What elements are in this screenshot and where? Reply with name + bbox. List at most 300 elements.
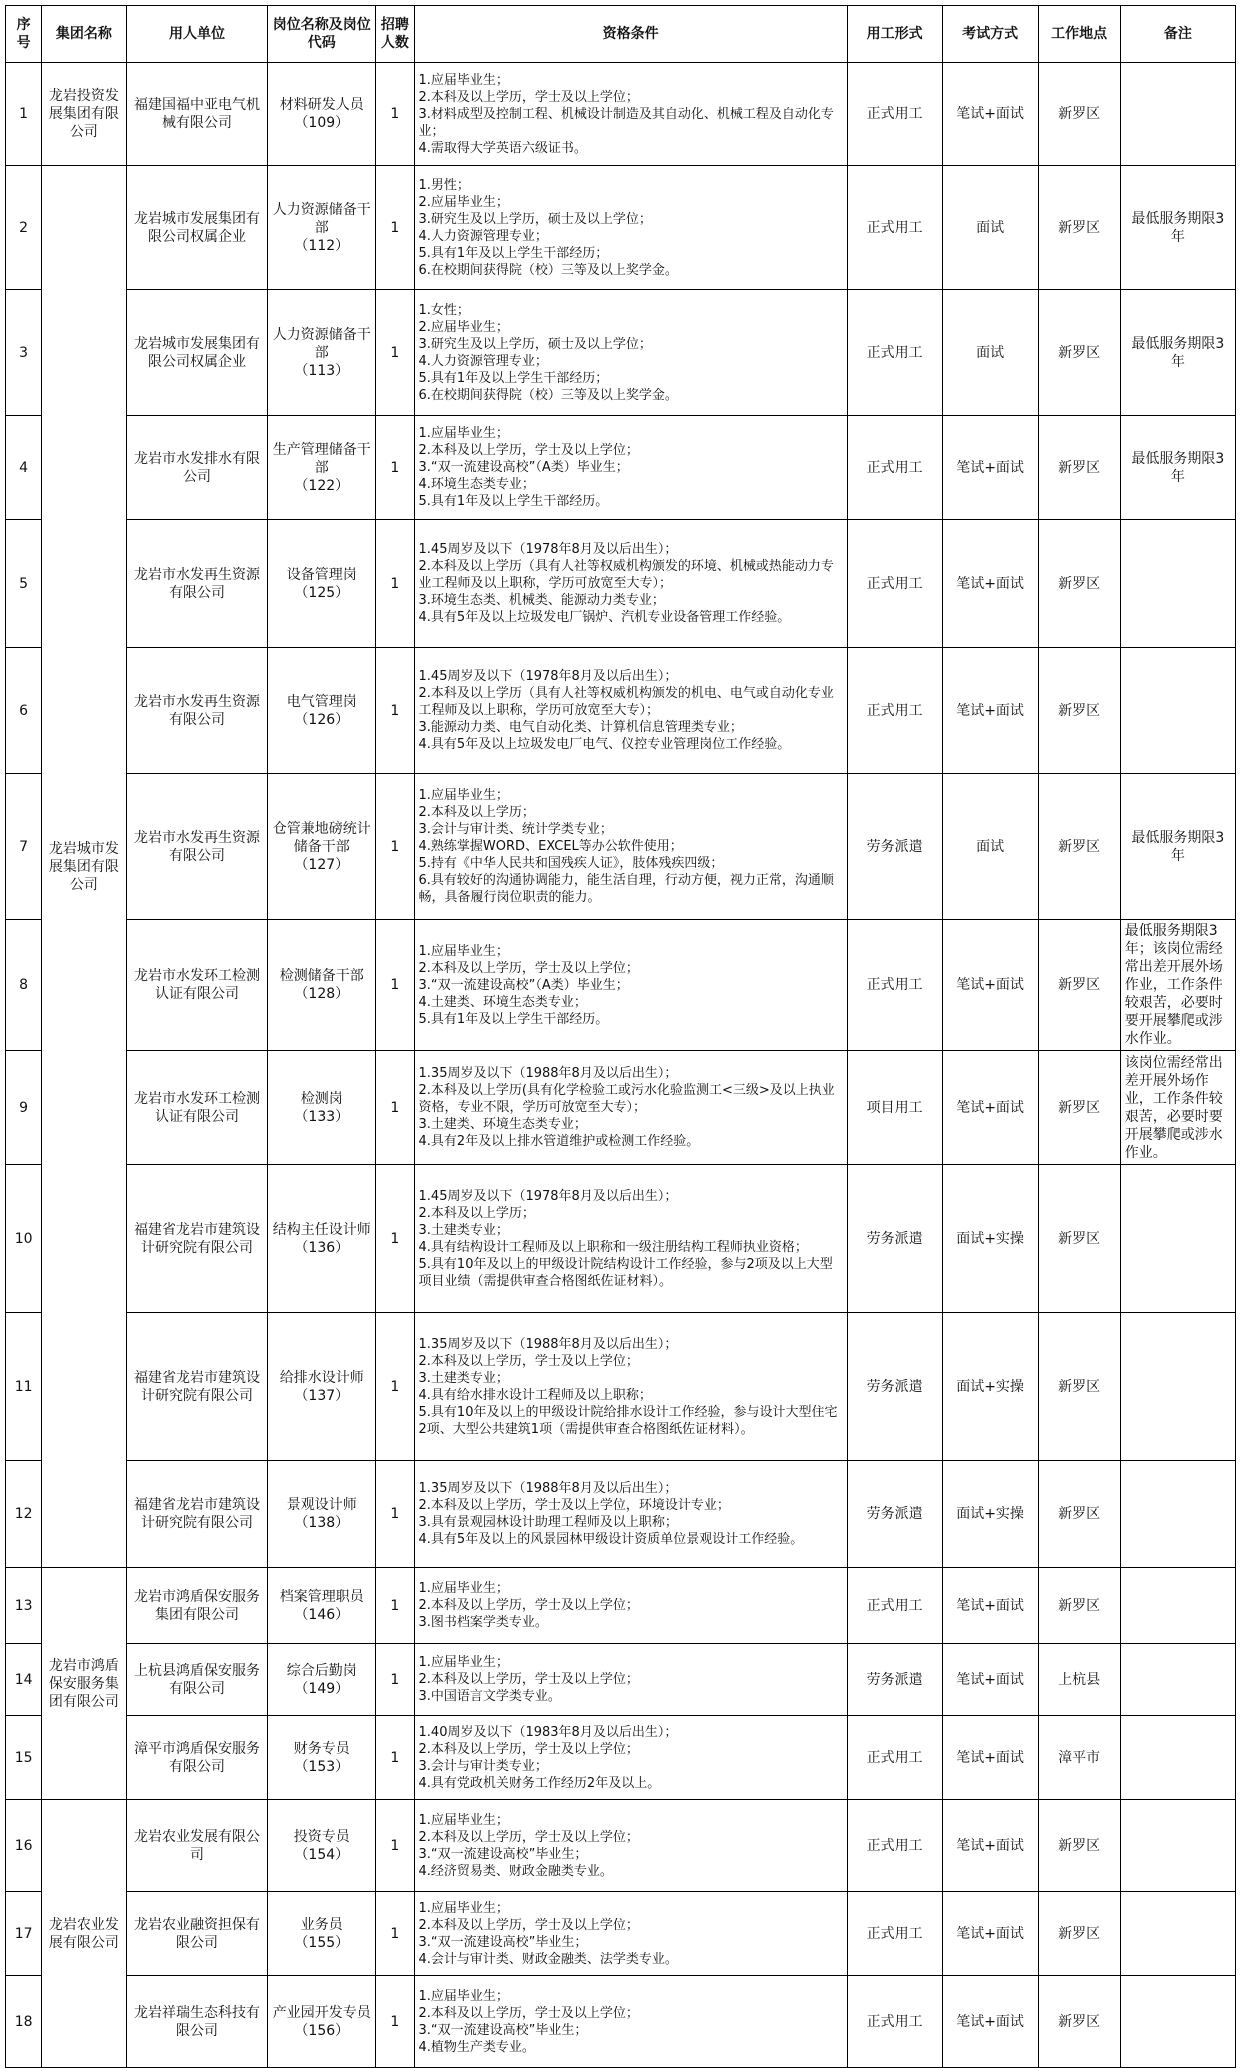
table-row — [6, 774, 1236, 920]
qualification-item: 2.本科及以上学历，学士及以上学位； — [418, 1829, 639, 1845]
qualification-item: 3.会计与审计类、统计学类专业； — [418, 822, 613, 837]
qualification-item: 1.应届毕业生； — [418, 1655, 509, 1670]
qualification-item: 2.本科及以上学历，学士及以上学位； — [418, 1672, 639, 1687]
qualification-item: 1.45周岁及以下（1978年8月及以后出生）； — [418, 669, 678, 684]
post-name — [268, 1051, 376, 1165]
remark — [1120, 1716, 1235, 1800]
qualification-item: 3.“双一流建设高校”毕业生； — [418, 1934, 588, 1950]
qualification-item: 3.研究生及以上学历，硕士及以上学位； — [418, 336, 652, 352]
employer-unit: 福建省龙岩市建筑设计研究院有限公司 — [126, 1165, 268, 1313]
hire-count: 1 — [376, 1976, 414, 2068]
post-code: （138） — [294, 1515, 350, 1531]
hire-count: 1 — [376, 1313, 414, 1461]
employer-unit: 龙岩市水发再生资源有限公司 — [126, 648, 268, 774]
qualification-item: 3.图书档案学类专业。 — [418, 1615, 548, 1630]
row-number: 10 — [6, 1165, 42, 1313]
employment-form: 正式用工 — [847, 1976, 942, 2068]
employer-unit: 龙岩农业发展有限公司 — [126, 1800, 268, 1892]
work-location: 新罗区 — [1038, 1461, 1120, 1568]
qualification-item: 2.本科及以上学历，学士及以上学位； — [418, 1917, 639, 1933]
post-name — [268, 648, 376, 774]
exam-method: 笔试+面试 — [942, 1716, 1038, 1800]
post-title: 检测岗 — [300, 1090, 343, 1107]
header-quals: 资格条件 — [414, 6, 847, 63]
employment-form: 正式用工 — [847, 648, 942, 774]
qualification-item: 6.具有较好的沟通协调能力，能生活自理，行动方便，视力正常，沟通顺畅，具备履行岗位职责的能力。 — [418, 873, 834, 905]
employment-form: 正式用工 — [847, 1892, 942, 1976]
qualification-item: 3.能源动力类、电气自动化类、计算机信息管理类专业； — [418, 720, 743, 735]
employer-unit: 龙岩城市发展集团有限公司权属企业 — [126, 166, 268, 290]
qualifications — [414, 1800, 847, 1892]
qualification-item: 1.35周岁及以下（1988年8月及以后出生）； — [418, 1336, 678, 1352]
post-code: （155） — [294, 1934, 350, 1951]
employment-form: 正式用工 — [847, 416, 942, 520]
exam-method: 笔试+面试 — [942, 1800, 1038, 1892]
row-number: 9 — [6, 1051, 42, 1165]
qualification-item: 4.经济贸易类、财政金融类专业。 — [418, 1863, 613, 1879]
row-number: 11 — [6, 1313, 42, 1461]
qualification-item: 1.应届毕业生； — [418, 1988, 509, 2004]
remark: 最低服务期限3年 — [1120, 774, 1235, 920]
qualification-item: 5.具有10年及以上的甲级设计院结构设计工作经验，参与2项及以上大型项目业绩（需提供审查合格图纸佐证材料）。 — [418, 1256, 833, 1289]
qualification-item: 2.本科及以上学历，学士及以上学位，环境设计专业； — [418, 1498, 730, 1513]
qualification-item: 5.具有1年及以上学生干部经历。 — [418, 494, 609, 509]
exam-method: 面试+实操 — [942, 1461, 1038, 1568]
group-name: 龙岩农业发展有限公司 — [42, 1800, 126, 2068]
qualifications — [414, 1892, 847, 1976]
qualification-item: 4.具有给水排水设计工程师及以上职称； — [418, 1387, 652, 1403]
post-title: 人力资源储备干部 — [272, 326, 371, 361]
employer-unit: 龙岩市水发排水有限公司 — [126, 416, 268, 520]
hire-count: 1 — [376, 774, 414, 920]
qualification-item: 3.“双一流建设高校”（A类）毕业生； — [418, 460, 629, 475]
work-location: 新罗区 — [1038, 1892, 1120, 1976]
table-row — [6, 1568, 1236, 1644]
work-location: 新罗区 — [1038, 1568, 1120, 1644]
qualification-item: 1.男性； — [418, 177, 470, 193]
qualification-item: 3.土建类、环境生态类专业； — [418, 1117, 587, 1132]
employment-form: 劳务派遣 — [847, 774, 942, 920]
remark — [1120, 648, 1235, 774]
exam-method: 笔试+面试 — [942, 520, 1038, 648]
remark — [1120, 1976, 1235, 2068]
hire-count: 1 — [376, 416, 414, 520]
qualification-item: 4.人力资源管理专业； — [418, 228, 548, 244]
employer-unit: 龙岩市鸿盾保安服务集团有限公司 — [126, 1568, 268, 1644]
group-name: 龙岩城市发展集团有限公司 — [42, 166, 126, 1568]
row-number: 13 — [6, 1568, 42, 1644]
post-code: （128） — [294, 986, 350, 1002]
employer-unit: 龙岩市水发再生资源有限公司 — [126, 774, 268, 920]
remark — [1120, 520, 1235, 648]
work-location: 新罗区 — [1038, 416, 1120, 520]
employer-unit: 上杭县鸿盾保安服务有限公司 — [126, 1644, 268, 1716]
qualification-item: 4.具有5年及以上的风景园林甲级设计资质单位景观设计工作经验。 — [418, 1532, 804, 1547]
table-row — [6, 1461, 1236, 1568]
work-location: 新罗区 — [1038, 166, 1120, 290]
post-name — [268, 1461, 376, 1568]
qualification-item: 3.土建类专业； — [418, 1222, 509, 1238]
qualification-item: 3.环境生态类、机械类、能源动力类专业； — [418, 593, 665, 608]
header-group: 集团名称 — [42, 6, 126, 63]
post-title: 材料研发人员 — [279, 97, 364, 113]
qualification-item: 3.“双一流建设高校”（A类）毕业生； — [418, 977, 629, 993]
post-name — [268, 520, 376, 648]
qualification-item: 3.研究生及以上学历，硕士及以上学位； — [418, 211, 652, 227]
qualification-item: 4.具有2年及以上排水管道维护或检测工作经验。 — [418, 1134, 700, 1149]
work-location: 新罗区 — [1038, 1165, 1120, 1313]
qualification-item: 1.40周岁及以下（1983年8月及以后出生）； — [418, 1724, 678, 1740]
qualifications — [414, 1313, 847, 1461]
remark — [1120, 1644, 1235, 1716]
qualification-item: 2.本科及以上学历，学士及以上学位； — [418, 1598, 639, 1613]
remark — [1120, 1165, 1235, 1313]
qualification-item: 5.持有《中华人民共和国残疾人证》，肢体残疾四级； — [418, 856, 724, 871]
qualification-item: 1.35周岁及以下（1988年8月及以后出生）； — [418, 1481, 678, 1496]
hire-count: 1 — [376, 1568, 414, 1644]
header-num: 招聘人数 — [376, 6, 414, 63]
qualification-item: 4.植物生产类专业。 — [418, 2039, 535, 2055]
employment-form: 正式用工 — [847, 1716, 942, 1800]
post-title: 档案管理职员 — [279, 1588, 364, 1605]
qualification-item: 4.具有党政机关财务工作经历2年及以上。 — [418, 1775, 661, 1791]
table-row — [6, 1165, 1236, 1313]
employer-unit: 漳平市鸿盾保安服务有限公司 — [126, 1716, 268, 1800]
post-title: 业务员 — [300, 1916, 343, 1933]
qualification-item: 3.材料成型及控制工程、机械设计制造及其自动化、机械工程及自动化专业； — [418, 106, 834, 139]
post-code: （112） — [294, 237, 350, 254]
remark — [1120, 1313, 1235, 1461]
qualifications — [414, 520, 847, 648]
qualification-item: 1.应届毕业生； — [418, 788, 509, 803]
qualification-item: 1.45周岁及以下（1978年8月及以后出生）； — [418, 1188, 678, 1204]
exam-method: 笔试+面试 — [942, 1976, 1038, 2068]
hire-count: 1 — [376, 1165, 414, 1313]
work-location: 漳平市 — [1038, 1716, 1120, 1800]
post-name — [268, 1800, 376, 1892]
row-number: 1 — [6, 63, 42, 166]
post-title: 综合后勤岗 — [286, 1662, 357, 1679]
qualification-item: 2.本科及以上学历，学士及以上学位； — [418, 443, 639, 458]
employment-form: 劳务派遣 — [847, 1165, 942, 1313]
remark — [1120, 1568, 1235, 1644]
qualification-item: 5.具有1年及以上学生干部经历； — [418, 370, 609, 386]
work-location: 新罗区 — [1038, 1976, 1120, 2068]
table-row — [6, 920, 1236, 1051]
work-location: 新罗区 — [1038, 920, 1120, 1051]
post-name — [268, 290, 376, 416]
header-loc: 工作地点 — [1038, 6, 1120, 63]
work-location: 新罗区 — [1038, 648, 1120, 774]
employer-unit: 龙岩城市发展集团有限公司权属企业 — [126, 290, 268, 416]
qualification-item: 1.45周岁及以下（1978年8月及以后出生）； — [418, 542, 678, 557]
hire-count: 1 — [376, 1800, 414, 1892]
employer-unit: 龙岩农业融资担保有限公司 — [126, 1892, 268, 1976]
qualification-item: 3.“双一流建设高校”毕业生； — [418, 2022, 588, 2038]
table-row — [6, 416, 1236, 520]
employer-unit: 龙岩市水发环工检测认证有限公司 — [126, 1051, 268, 1165]
qualifications — [414, 1716, 847, 1800]
header-form: 用工形式 — [847, 6, 942, 63]
employment-form: 正式用工 — [847, 920, 942, 1051]
header-note: 备注 — [1120, 6, 1235, 63]
employment-form: 项目用工 — [847, 1051, 942, 1165]
table-body — [6, 63, 1236, 2068]
qualification-item: 2.本科及以上学历，学士及以上学位； — [418, 2005, 639, 2021]
qualification-item: 2.本科及以上学历，学士及以上学位； — [418, 960, 639, 976]
table-row — [6, 1716, 1236, 1800]
qualification-item: 2.应届毕业生； — [418, 319, 509, 335]
work-location: 上杭县 — [1038, 1644, 1120, 1716]
post-code: （109） — [294, 115, 350, 131]
qualification-item: 4.人力资源管理专业； — [418, 353, 548, 369]
header-no: 序号 — [6, 6, 42, 63]
qualifications — [414, 1165, 847, 1313]
post-code: （127） — [294, 856, 350, 873]
qualification-item: 1.女性； — [418, 302, 470, 318]
qualification-item: 4.土建类、环境生态类专业； — [418, 994, 587, 1010]
qualification-item: 3.土建类专业； — [418, 1370, 509, 1386]
post-code: （126） — [294, 711, 350, 728]
qualification-item: 5.具有10年及以上的甲级设计院给排水设计工作经验，参与设计大型住宅2项、大型公共建筑1项（需提供审查合格图纸佐证材料）。 — [418, 1404, 838, 1437]
qualification-item: 2.本科及以上学历； — [418, 1205, 535, 1221]
employment-form: 正式用工 — [847, 1568, 942, 1644]
remark — [1120, 1800, 1235, 1892]
qualification-item: 2.应届毕业生； — [418, 194, 509, 210]
exam-method: 笔试+面试 — [942, 63, 1038, 166]
work-location: 新罗区 — [1038, 1313, 1120, 1461]
header-row — [6, 6, 1236, 63]
employer-unit: 龙岩祥瑞生态科技有限公司 — [126, 1976, 268, 2068]
remark — [1120, 63, 1235, 166]
qualification-item: 2.本科及以上学历，学士及以上学位； — [418, 1741, 639, 1757]
qualification-item: 5.具有1年及以上学生干部经历； — [418, 245, 609, 261]
employment-form: 正式用工 — [847, 1800, 942, 1892]
hire-count: 1 — [376, 1892, 414, 1976]
post-code: （125） — [294, 584, 350, 601]
row-number: 14 — [6, 1644, 42, 1716]
work-location: 新罗区 — [1038, 1051, 1120, 1165]
exam-method: 笔试+面试 — [942, 1568, 1038, 1644]
exam-method: 笔试+面试 — [942, 1644, 1038, 1716]
row-number: 8 — [6, 920, 42, 1051]
qualification-item: 1.应届毕业生； — [418, 426, 509, 441]
qualification-item: 1.应届毕业生； — [418, 72, 509, 88]
table-row — [6, 520, 1236, 648]
exam-method: 面试+实操 — [942, 1313, 1038, 1461]
qualification-item: 4.具有5年及以上垃圾发电厂电气、仪控专业管理岗位工作经验。 — [418, 737, 791, 752]
qualifications — [414, 166, 847, 290]
remark — [1120, 1461, 1235, 1568]
work-location: 新罗区 — [1038, 290, 1120, 416]
qualification-item: 2.本科及以上学历(具有化学检验工或污水化验监测工<三级>及以上执业资格，专业不限，学历可放宽至大专）； — [418, 1083, 835, 1115]
post-code: （146） — [294, 1606, 350, 1623]
remark: 最低服务期限3年 — [1120, 416, 1235, 520]
employment-form: 正式用工 — [847, 290, 942, 416]
post-name — [268, 166, 376, 290]
post-title: 给排水设计师 — [279, 1369, 364, 1386]
exam-method: 笔试+面试 — [942, 648, 1038, 774]
post-title: 财务专员 — [293, 1740, 350, 1757]
employment-form: 正式用工 — [847, 520, 942, 648]
post-code: （153） — [294, 1758, 350, 1775]
qualification-item: 4.环境生态类专业； — [418, 477, 535, 492]
hire-count: 1 — [376, 1051, 414, 1165]
exam-method: 面试+实操 — [942, 1165, 1038, 1313]
group-name: 龙岩投资发展集团有限公司 — [42, 63, 126, 166]
post-name — [268, 774, 376, 920]
post-name — [268, 1716, 376, 1800]
hire-count: 1 — [376, 1716, 414, 1800]
post-name — [268, 1644, 376, 1716]
qualifications — [414, 920, 847, 1051]
employer-unit: 福建省龙岩市建筑设计研究院有限公司 — [126, 1313, 268, 1461]
group-name: 龙岩市鸿盾保安服务集团有限公司 — [42, 1568, 126, 1800]
employment-form: 劳务派遣 — [847, 1461, 942, 1568]
qualification-item: 3.会计与审计类专业； — [418, 1758, 548, 1774]
remark: 该岗位需经常出差开展外场作业，工作条件较艰苦，必要时要开展攀爬或涉水作业。 — [1120, 1051, 1235, 1165]
post-title: 产业园开发专员 — [272, 2004, 371, 2021]
post-name — [268, 1976, 376, 2068]
exam-method: 面试 — [942, 166, 1038, 290]
employment-form: 正式用工 — [847, 63, 942, 166]
qualification-item: 6.在校期间获得院（校）三等及以上奖学金。 — [418, 387, 678, 403]
work-location: 新罗区 — [1038, 774, 1120, 920]
qualifications — [414, 63, 847, 166]
header-exam: 考试方式 — [942, 6, 1038, 63]
recruitment-table — [5, 5, 1236, 2068]
qualifications — [414, 1461, 847, 1568]
exam-method: 笔试+面试 — [942, 1892, 1038, 1976]
work-location: 新罗区 — [1038, 63, 1120, 166]
post-title: 仓管兼地磅统计储备干部 — [272, 820, 371, 855]
table-row — [6, 648, 1236, 774]
qualification-item: 1.35周岁及以下（1988年8月及以后出生）； — [418, 1066, 678, 1081]
post-code: （136） — [294, 1239, 350, 1256]
qualification-item: 4.熟练掌握WORD、EXCEL等办公软件使用； — [418, 839, 683, 854]
qualification-item: 6.在校期间获得院（校）三等及以上奖学金。 — [418, 262, 678, 278]
post-name — [268, 1165, 376, 1313]
row-number: 12 — [6, 1461, 42, 1568]
exam-method: 笔试+面试 — [942, 416, 1038, 520]
hire-count: 1 — [376, 1644, 414, 1716]
table-row — [6, 1051, 1236, 1165]
post-title: 检测储备干部 — [279, 968, 364, 984]
hire-count: 1 — [376, 166, 414, 290]
row-number: 4 — [6, 416, 42, 520]
qualifications — [414, 1568, 847, 1644]
post-name — [268, 920, 376, 1051]
table-row — [6, 166, 1236, 290]
hire-count: 1 — [376, 520, 414, 648]
hire-count: 1 — [376, 1461, 414, 1568]
post-name — [268, 1313, 376, 1461]
qualifications — [414, 1644, 847, 1716]
table-row — [6, 1976, 1236, 2068]
qualifications — [414, 416, 847, 520]
row-number: 16 — [6, 1800, 42, 1892]
post-title: 生产管理储备干部 — [272, 441, 371, 476]
qualification-item: 3.具有景观园林设计助理工程师及以上职称； — [418, 1515, 678, 1530]
employer-unit: 福建国福中亚电气机械有限公司 — [126, 63, 268, 166]
qualification-item: 2.本科及以上学历（具有人社等权威机构颁发的环境、机械或热能动力专业工程师及以上职称，学历可放宽至大专）； — [418, 559, 834, 591]
remark: 最低服务期限3年 — [1120, 290, 1235, 416]
remark: 最低服务期限3年；该岗位需经常出差开展外场作业，工作条件较艰苦，必要时要开展攀爬或涉水作业。 — [1120, 920, 1235, 1051]
post-title: 人力资源储备干部 — [272, 201, 371, 236]
qualification-item: 2.本科及以上学历，学士及以上学位； — [418, 89, 639, 105]
post-code: （133） — [294, 1108, 350, 1125]
header-unit: 用人单位 — [126, 6, 268, 63]
post-code: （137） — [294, 1387, 350, 1404]
post-code: （122） — [294, 477, 350, 494]
employment-form: 正式用工 — [847, 166, 942, 290]
table-row — [6, 1313, 1236, 1461]
post-code: （154） — [294, 1846, 350, 1863]
employer-unit: 龙岩市水发再生资源有限公司 — [126, 520, 268, 648]
qualifications — [414, 1051, 847, 1165]
exam-method: 面试 — [942, 774, 1038, 920]
post-code: （149） — [294, 1680, 350, 1697]
header-post: 岗位名称及岗位代码 — [268, 6, 376, 63]
table-row — [6, 290, 1236, 416]
post-title: 设备管理岗 — [286, 566, 357, 583]
row-number: 7 — [6, 774, 42, 920]
hire-count: 1 — [376, 648, 414, 774]
qualification-item: 2.本科及以上学历，学士及以上学位； — [418, 1353, 639, 1369]
row-number: 2 — [6, 166, 42, 290]
post-name — [268, 1568, 376, 1644]
row-number: 3 — [6, 290, 42, 416]
qualifications — [414, 1976, 847, 2068]
qualifications — [414, 774, 847, 920]
table-row — [6, 1644, 1236, 1716]
qualification-item: 2.本科及以上学历； — [418, 805, 535, 820]
qualification-item: 1.应届毕业生； — [418, 943, 509, 959]
post-name — [268, 416, 376, 520]
post-title: 景观设计师 — [286, 1497, 357, 1513]
employment-form: 劳务派遣 — [847, 1644, 942, 1716]
post-title: 投资专员 — [293, 1828, 350, 1845]
remark: 最低服务期限3年 — [1120, 166, 1235, 290]
qualification-item: 4.会计与审计类、财政金融类、法学类专业。 — [418, 1951, 678, 1967]
table-row — [6, 1800, 1236, 1892]
row-number: 6 — [6, 648, 42, 774]
work-location: 新罗区 — [1038, 1800, 1120, 1892]
hire-count: 1 — [376, 63, 414, 166]
exam-method: 面试 — [942, 290, 1038, 416]
qualification-item: 2.本科及以上学历（具有人社等权威机构颁发的机电、电气或自动化专业工程师及以上职称，学历可放宽至大专）； — [418, 686, 834, 718]
post-title: 电气管理岗 — [286, 693, 357, 710]
qualification-item: 1.应届毕业生； — [418, 1581, 509, 1596]
table-row — [6, 1892, 1236, 1976]
row-number: 5 — [6, 520, 42, 648]
post-title: 结构主任设计师 — [272, 1221, 371, 1238]
qualification-item: 1.应届毕业生； — [418, 1812, 509, 1828]
remark — [1120, 1892, 1235, 1976]
qualification-item: 3.中国语言文学类专业。 — [418, 1689, 561, 1704]
post-code: （156） — [294, 2022, 350, 2039]
post-name — [268, 1892, 376, 1976]
row-number: 17 — [6, 1892, 42, 1976]
post-code: （113） — [294, 362, 350, 379]
qualification-item: 4.具有结构设计工程师及以上职称和一级注册结构工程师执业资格； — [418, 1239, 808, 1255]
qualifications — [414, 290, 847, 416]
row-number: 15 — [6, 1716, 42, 1800]
post-name — [268, 63, 376, 166]
row-number: 18 — [6, 1976, 42, 2068]
qualifications — [414, 648, 847, 774]
work-location: 新罗区 — [1038, 520, 1120, 648]
